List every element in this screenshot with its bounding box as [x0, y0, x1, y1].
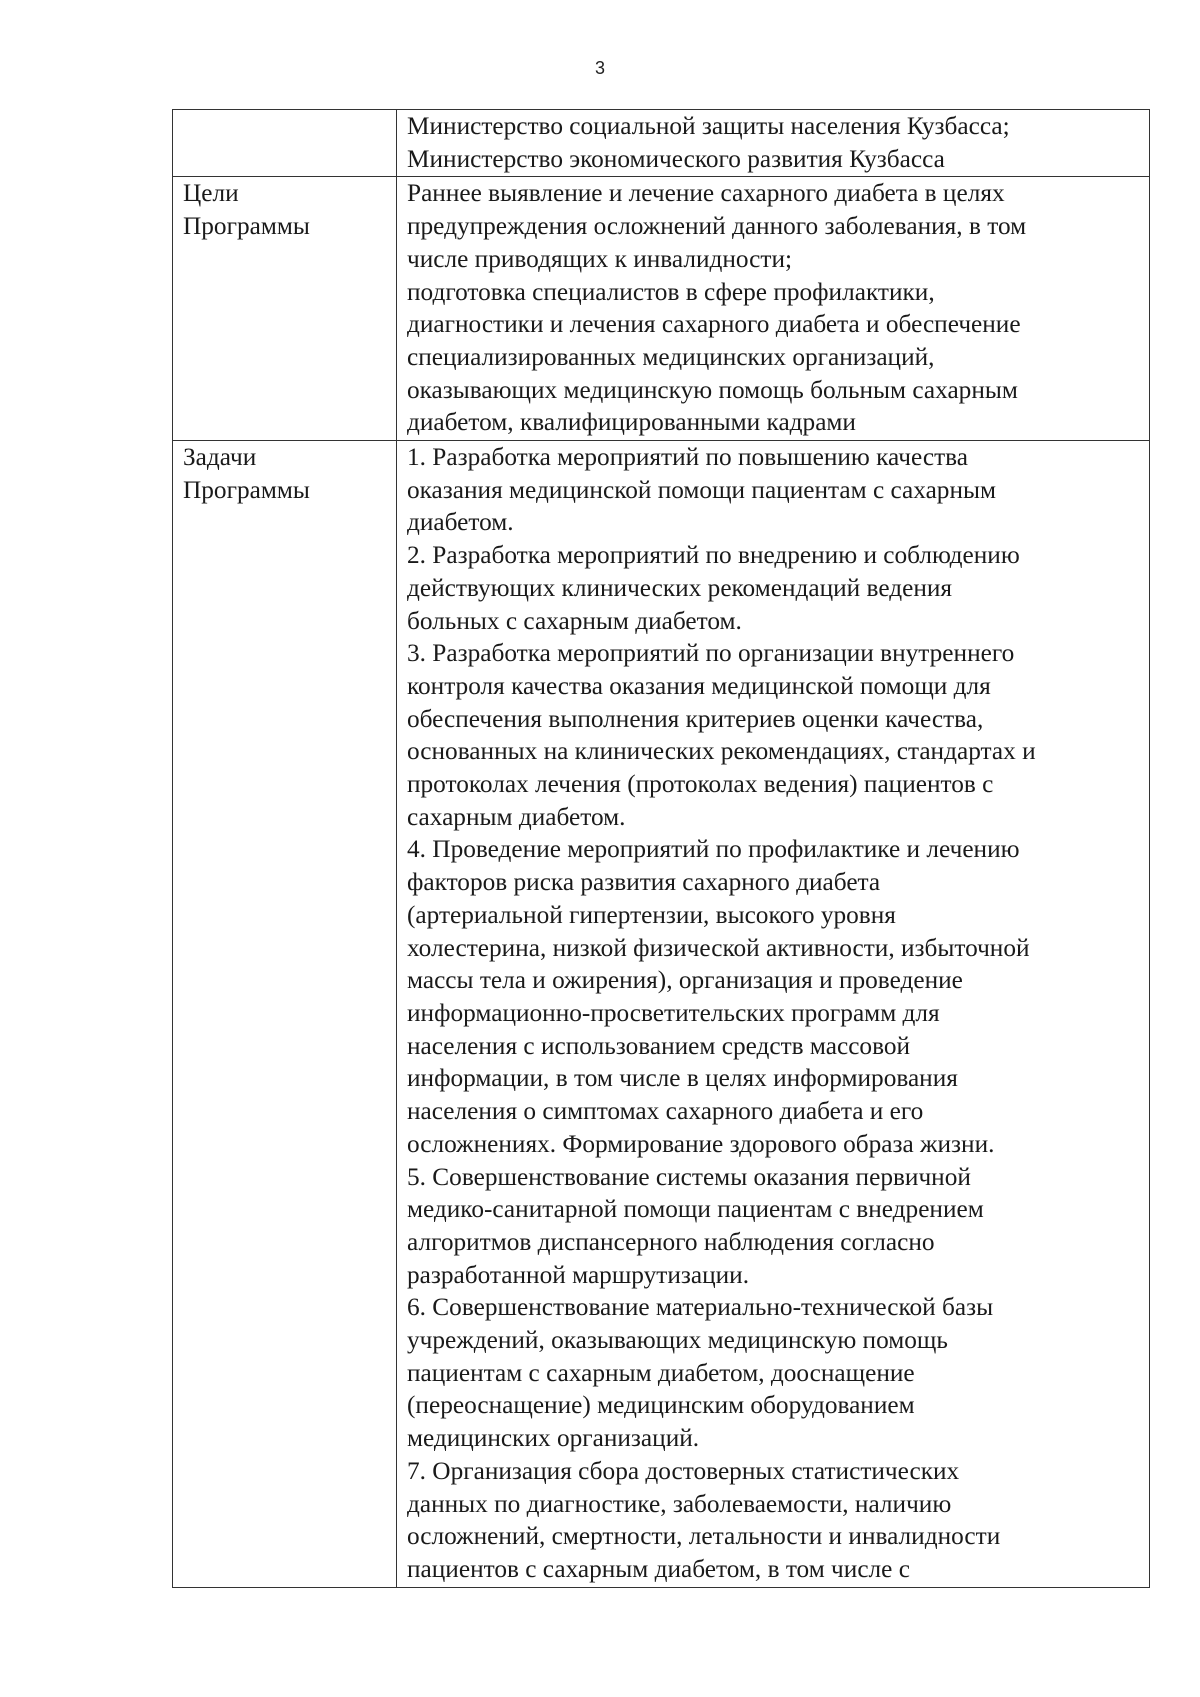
row-content-line: 5. Совершенствование системы оказания первичной: [407, 1162, 971, 1191]
row-label-line: Цели: [183, 179, 239, 208]
row-content-line: факторов риска развития сахарного диабета: [407, 868, 881, 897]
row-content-line: осложнениях. Формирование здорового образа жизни.: [407, 1129, 995, 1158]
row-content-line: (переоснащение) медицинским оборудованием: [407, 1391, 915, 1420]
row-label-line: Программы: [183, 475, 310, 504]
row-content-line: медицинских организаций.: [407, 1424, 700, 1453]
row-content-line: населения с использованием средств массовой: [407, 1031, 911, 1060]
row-content-line: учреждений, оказывающих медицинскую помощь: [407, 1326, 948, 1355]
row-label-cell: [173, 177, 397, 441]
row-content-line: населения о симптомах сахарного диабета и его: [407, 1097, 924, 1126]
row-content-line: диабетом.: [407, 508, 514, 537]
row-content-line: холестерина, низкой физической активности, избыточной: [407, 933, 1030, 962]
row-content-line: подготовка специалистов в сфере профилактики,: [407, 277, 935, 306]
row-content-cell: [397, 110, 1150, 177]
row-content-line: предупреждения осложнений данного заболевания, в том: [407, 212, 1027, 241]
row-content-line: разработанной маршрутизации.: [407, 1260, 750, 1289]
row-content-line: специализированных медицинских организаций,: [407, 342, 935, 371]
row-content-line: оказания медицинской помощи пациентам с сахарным: [407, 475, 996, 504]
row-content-line: 3. Разработка мероприятий по организации внутреннего: [407, 639, 1015, 668]
row-content-line: действующих клинических рекомендаций ведения: [407, 573, 953, 602]
row-content-line: массы тела и ожирения), организация и проведение: [407, 966, 963, 995]
row-content-line: информационно-просветительских программ для: [407, 998, 940, 1027]
row-label-line: Задачи: [183, 443, 257, 472]
table-body: [173, 110, 1150, 1588]
row-content-line: оказывающих медицинскую помощь больным сахарным: [407, 375, 1018, 404]
row-content-cell: [397, 441, 1150, 1588]
row-content-line: 7. Организация сбора достоверных статистических: [407, 1456, 960, 1485]
row-content-line: Министерство экономического развития Кузбасса: [407, 144, 945, 173]
row-content-line: числе приводящих к инвалидности;: [407, 244, 793, 273]
row-content-line: основанных на клинических рекомендациях, стандартах и: [407, 737, 1036, 766]
row-content-line: 4. Проведение мероприятий по профилактике и лечению: [407, 835, 1020, 864]
row-label-cell: [173, 110, 397, 177]
row-content-line: Министерство социальной защиты населения Кузбасса;: [407, 112, 1010, 140]
row-content-line: обеспечения выполнения критериев оценки качества,: [407, 704, 984, 733]
program-passport-table: [172, 109, 1150, 1588]
row-content-line: медико-санитарной помощи пациентам с внедрением: [407, 1195, 984, 1224]
row-content-line: Раннее выявление и лечение сахарного диабета в целях: [407, 179, 1005, 208]
table-row: [173, 441, 1150, 1588]
row-content-line: осложнений, смертности, летальности и инвалидности: [407, 1522, 1001, 1551]
table-row: [173, 110, 1150, 177]
row-content-line: алгоритмов диспансерного наблюдения согласно: [407, 1227, 935, 1256]
row-content-line: (артериальной гипертензии, высокого уровня: [407, 900, 896, 929]
row-content-line: контроля качества оказания медицинской помощи для: [407, 671, 991, 700]
table-row: [173, 177, 1150, 441]
row-content-line: 6. Совершенствование материально-технической базы: [407, 1293, 994, 1322]
row-content-line: 2. Разработка мероприятий по внедрению и соблюдению: [407, 541, 1020, 570]
row-label-cell: [173, 441, 397, 1588]
row-content-line: 1. Разработка мероприятий по повышению качества: [407, 443, 968, 472]
row-content-line: больных с сахарным диабетом.: [407, 606, 742, 635]
page-number: 3: [594, 58, 605, 78]
row-content-line: пациентов с сахарным диабетом, в том числе с: [407, 1554, 910, 1583]
row-content-line: диагностики и лечения сахарного диабета и обеспечение: [407, 310, 1021, 339]
row-label-line: Программы: [183, 212, 310, 241]
row-content-line: сахарным диабетом.: [407, 802, 626, 831]
row-content-line: информации, в том числе в целях информирования: [407, 1064, 958, 1093]
row-content-line: данных по диагностике, заболеваемости, наличию: [407, 1489, 952, 1518]
row-content-line: протоколах лечения (протоколах ведения) пациентов с: [407, 770, 994, 799]
row-content-cell: [397, 177, 1150, 441]
row-content-line: диабетом, квалифицированными кадрами: [407, 408, 856, 437]
row-content-line: пациентам с сахарным диабетом, дооснащение: [407, 1358, 915, 1387]
